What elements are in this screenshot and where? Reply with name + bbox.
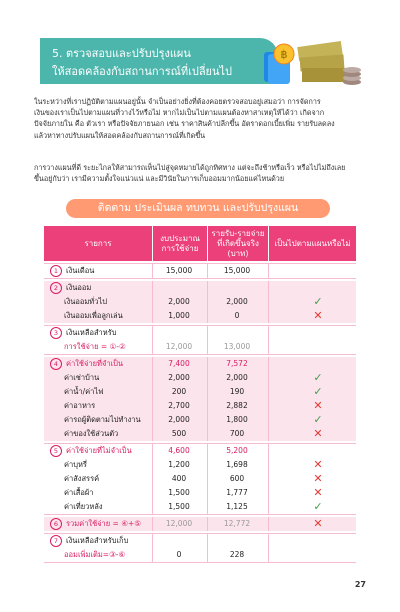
row-number-badge: 6 xyxy=(50,518,62,530)
table-body xyxy=(44,263,356,563)
actual-value: 228 xyxy=(229,550,245,559)
budget-value: 15,000 xyxy=(165,266,193,275)
row-label: ออมเพิ่มเติม=③-⑥ xyxy=(64,550,126,559)
actual-value: 7,572 xyxy=(226,359,248,368)
budget-value: 2,700 xyxy=(168,401,190,410)
header-as-planned: เป็นไปตามแผนหรือไม่ xyxy=(274,238,351,248)
row-label: ค่าสังสรรค์ xyxy=(64,474,100,483)
budget-value: 2,000 xyxy=(168,297,190,306)
cross-icon: ✕ xyxy=(313,458,323,471)
actual-value: 5,200 xyxy=(226,446,248,455)
budget-value: 4,600 xyxy=(168,446,190,455)
row-number-badge: 1 xyxy=(50,265,62,277)
row-label: 1 เงินเดือน xyxy=(50,264,94,278)
header-budget: งบประมาณ การใช้จ่าย xyxy=(160,233,200,253)
table-section xyxy=(44,263,356,279)
actual-value: 2,000 xyxy=(226,297,248,306)
check-icon: ✓ xyxy=(313,413,323,426)
row-label: 5 ค่าใช้จ่ายที่ไม่จำเป็น xyxy=(50,444,132,458)
budget-value: 0 xyxy=(176,550,182,559)
table-row xyxy=(44,413,356,427)
actual-value: 1,777 xyxy=(226,488,248,497)
budget-value: 12,000 xyxy=(165,519,193,528)
row-label: ค่าของใช้ส่วนตัว xyxy=(64,429,119,438)
table-row xyxy=(44,371,356,385)
row-label: ค่ารถผู้ติดตามไปทำงาน xyxy=(64,415,141,424)
paragraph-1: ในระหว่างที่เราปฏิบัติตามแผนอยู่นั้น จำเป็นอย่างยิ่งที่ต้องคอยตรวจสอบอยู่เสมอว่า การจัดการ เงินของเราเป็นไปตามแผนที่วางไว้หรือไม่ หากไม่เป็นไปตามแผนต้องหาสาเหตุให้ได้ว่า เกิดจาก ปัจจัยภายใน คือ ตัวเรา หรือปัจจัยภายนอก เช่น ราคาสินค้าปลีกขึ้น อัตราดอกเบี้ยเพิ่ม รายรับลดลง แล้วหาทางปรับแผนให้สอดคล้องกับสถานการณ์ที่เกิดขึ้น xyxy=(34,97,335,140)
section-banner xyxy=(40,38,278,84)
svg-text:฿: ฿ xyxy=(280,48,288,61)
table-row xyxy=(44,500,356,514)
cross-icon: ✕ xyxy=(313,517,323,530)
table-section xyxy=(44,443,356,515)
row-label: เงินออมเพื่อลูกเล่น xyxy=(64,311,123,320)
money-illustration xyxy=(262,32,367,88)
cross-icon: ✕ xyxy=(313,427,323,440)
actual-value: 15,000 xyxy=(223,266,251,275)
row-label: 4 ค่าใช้จ่ายที่จำเป็น xyxy=(50,357,123,371)
cross-icon: ✕ xyxy=(313,309,323,322)
actual-value: 600 xyxy=(229,474,245,483)
row-number-badge: 3 xyxy=(50,327,62,339)
table-row xyxy=(44,517,356,531)
paragraph-2: การวางแผนที่ดี ระยะไกลให้สามารถเห็นไปสู่จุดหมายได้ถูกทิศทาง แต่จะถึงช้าหรือเร็ว หรือไปไม่ถึงเลย ขึ้นอยู่กับว่า เรามีความตั้งใจแน่วแน่ และมีวินัยในการเก็บออมมากน้อยแค่ไหนด้วย xyxy=(34,163,346,184)
budget-value: 1,500 xyxy=(168,488,190,497)
row-label: ค่าบุหรี่ xyxy=(64,460,87,469)
actual-value: 1,800 xyxy=(226,415,248,424)
budget-value: 1,500 xyxy=(168,502,190,511)
check-icon: ✓ xyxy=(313,295,323,308)
row-label: ค่าอาหาร xyxy=(64,401,96,410)
table-title: ติดตาม ประเมินผล ทบทวน และปรับปรุงแผน xyxy=(66,199,330,218)
table-row xyxy=(44,534,356,548)
cross-icon: ✕ xyxy=(313,399,323,412)
budget-value: 400 xyxy=(171,474,187,483)
actual-value: 190 xyxy=(229,387,245,396)
table-row xyxy=(44,264,356,278)
actual-value: 12,772 xyxy=(223,519,251,528)
table-row xyxy=(44,472,356,486)
row-number-badge: 5 xyxy=(50,445,62,457)
table-row xyxy=(44,295,356,309)
table-row xyxy=(44,548,356,562)
table-section xyxy=(44,517,356,531)
row-number-badge: 4 xyxy=(50,358,62,370)
row-label: 2 เงินออม xyxy=(50,281,91,295)
table-row xyxy=(44,281,356,295)
row-label: ค่าเช่าบ้าน xyxy=(64,373,100,382)
table-header xyxy=(44,226,356,261)
actual-value: 1,125 xyxy=(226,502,248,511)
actual-value: 13,000 xyxy=(223,342,251,351)
table-row xyxy=(44,385,356,399)
budget-value: 1,200 xyxy=(168,460,190,469)
table-row xyxy=(44,458,356,472)
table-section xyxy=(44,281,356,323)
header-actual: รายรับ-รายจ่าย ที่เกิดขึ้นจริง (บาท) xyxy=(211,228,265,258)
table-row xyxy=(44,309,356,323)
budget-value: 12,000 xyxy=(165,342,193,351)
table-section xyxy=(44,357,356,441)
actual-value: 700 xyxy=(229,429,245,438)
row-label: ค่าเสื้อผ้า xyxy=(64,488,94,497)
actual-value: 2,882 xyxy=(226,401,248,410)
table-row xyxy=(44,340,356,354)
budget-value: 1,000 xyxy=(168,311,190,320)
check-icon: ✓ xyxy=(313,500,323,513)
cross-icon: ✕ xyxy=(313,472,323,485)
table-row xyxy=(44,357,356,371)
actual-value: 1,698 xyxy=(226,460,248,469)
budget-value: 500 xyxy=(171,429,187,438)
check-icon: ✓ xyxy=(313,371,323,384)
budget-value: 2,000 xyxy=(168,373,190,382)
row-label: ค่าเที่ยวหลัง xyxy=(64,502,103,511)
table-row xyxy=(44,399,356,413)
table-row xyxy=(44,444,356,458)
row-label: ค่าน้ำ/ค่าไฟ xyxy=(64,387,104,396)
section-title-line-2: ให้สอดคล้องกับสถานการณ์ที่เปลี่ยนไป xyxy=(52,65,233,78)
actual-value: 0 xyxy=(234,311,240,320)
check-icon: ✓ xyxy=(313,385,323,398)
actual-value: 2,000 xyxy=(226,373,248,382)
table-section xyxy=(44,325,356,355)
cross-icon: ✕ xyxy=(313,486,323,499)
budget-table xyxy=(44,226,356,563)
row-label: 3 เงินเหลือสำหรับ xyxy=(50,326,116,340)
table-section xyxy=(44,533,356,563)
table-row xyxy=(44,486,356,500)
row-label: 7 เงินเหลือสำหรับเก็บ xyxy=(50,534,128,548)
section-title-line-1: 5. ตรวจสอบและปรับปรุงแผน xyxy=(52,47,191,60)
page-number: 27 xyxy=(354,580,366,589)
row-label: 6 รวมค่าใช้จ่าย = ④+⑤ xyxy=(50,517,141,531)
table-row xyxy=(44,326,356,340)
table-row xyxy=(44,427,356,441)
row-number-badge: 2 xyxy=(50,282,62,294)
budget-value: 7,400 xyxy=(168,359,190,368)
row-number-badge: 7 xyxy=(50,535,62,547)
row-label: เงินออมทั่วไป xyxy=(64,297,107,306)
row-label: การใช้จ่าย = ①-② xyxy=(64,342,126,351)
header-item: รายการ xyxy=(84,238,112,248)
budget-value: 200 xyxy=(171,387,187,396)
budget-value: 2,000 xyxy=(168,415,190,424)
